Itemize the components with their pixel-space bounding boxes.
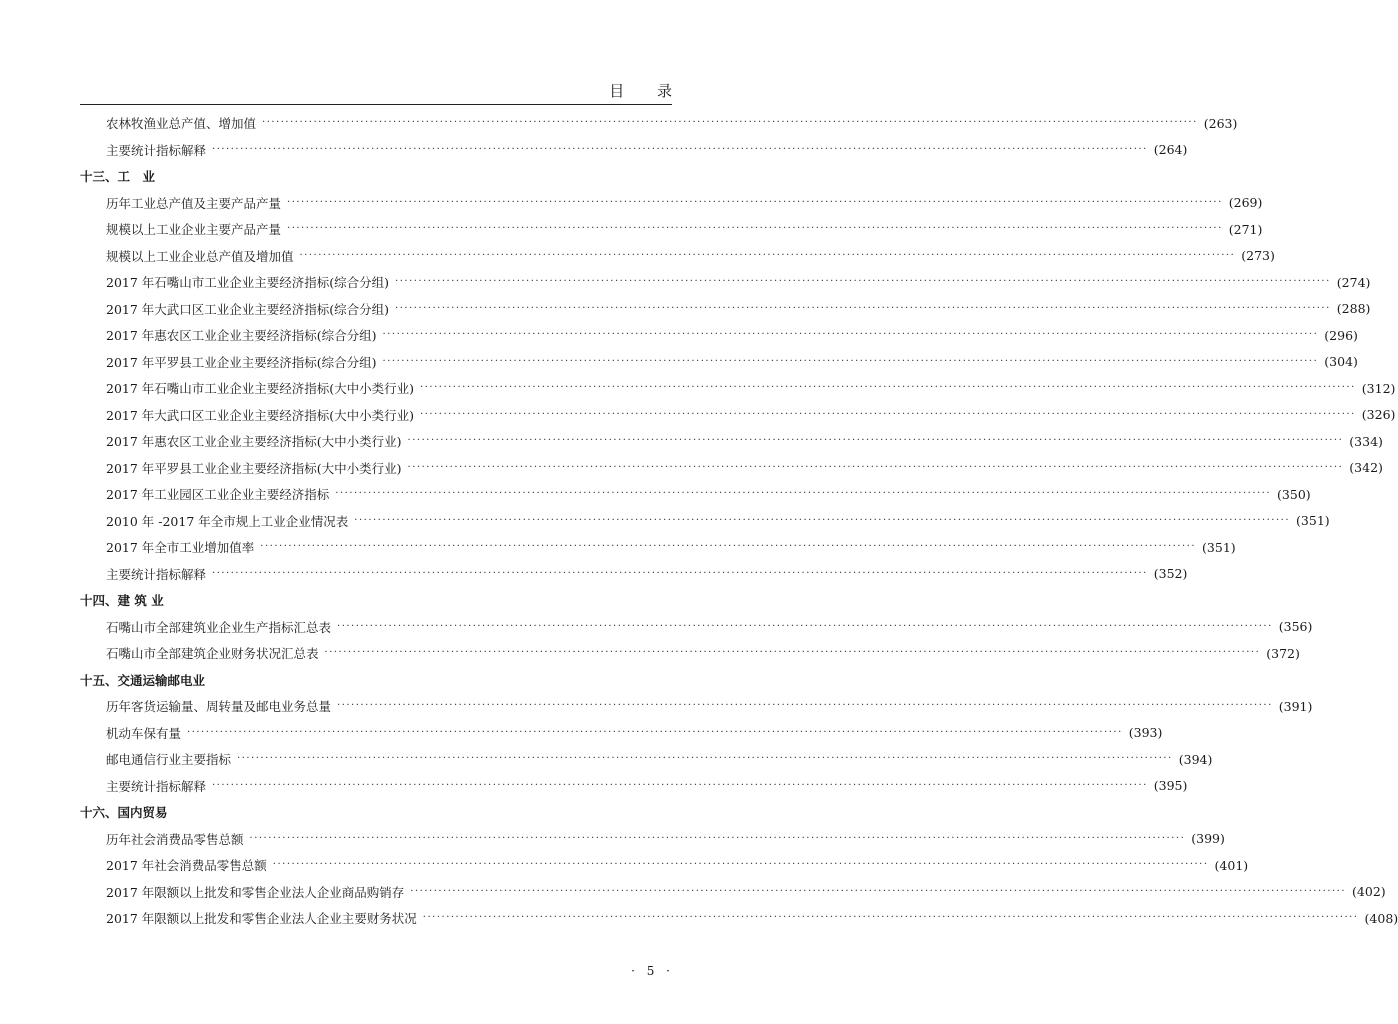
toc-page-number: (350) xyxy=(1277,486,1311,502)
dot-leader: ········································································································································································································ xyxy=(260,541,1197,552)
toc-page-number: (401) xyxy=(1214,857,1249,873)
toc-page-number: (395) xyxy=(1153,778,1188,794)
dot-leader: ········································································································································································································ xyxy=(354,514,1291,526)
toc-entry[interactable] xyxy=(80,216,1263,243)
toc-label: 2017 年石嘴山市工业企业主要经济指标(大中小类行业) xyxy=(106,381,415,397)
toc-page-number: (269) xyxy=(1228,195,1263,211)
toc-label: 主要统计指标解释 xyxy=(106,566,207,582)
toc-page-number: (342) xyxy=(1349,460,1383,476)
toc-entry[interactable] xyxy=(80,614,1313,641)
dot-leader: ········································································································································································································ xyxy=(212,143,1148,155)
dot-leader: ········································································································································································································ xyxy=(395,302,1331,314)
toc-label: 十五、交通运输邮电业 xyxy=(80,672,206,688)
toc-entry[interactable] xyxy=(80,110,1238,137)
dot-leader: ········································································································································································································ xyxy=(287,196,1223,208)
toc-label: 历年社会消费品零售总额 xyxy=(106,831,244,847)
toc-entry[interactable] xyxy=(80,137,1188,164)
toc-entry[interactable] xyxy=(80,879,1386,906)
dot-leader: ········································································································································································································ xyxy=(249,832,1186,844)
toc-label: 主要统计指标解释 xyxy=(106,142,207,158)
dot-leader: ········································································································································································································ xyxy=(299,249,1236,261)
toc-entry[interactable] xyxy=(80,746,1213,773)
dot-leader: ········································································································································································································ xyxy=(410,885,1347,897)
toc-page-number: (312) xyxy=(1361,380,1396,396)
toc-entry[interactable] xyxy=(80,826,1225,853)
dot-leader: ········································································································································································································ xyxy=(420,382,1356,393)
toc-page-number: (274) xyxy=(1336,274,1371,290)
toc-entry[interactable] xyxy=(80,322,1358,349)
toc-page-number: (334) xyxy=(1349,433,1383,449)
toc-entry[interactable] xyxy=(80,534,1236,561)
toc-label: 石嘴山市全部建筑业企业生产指标汇总表 xyxy=(106,619,332,635)
dot-leader: ········································································································································································································ xyxy=(337,700,1273,711)
toc-page-number: (394) xyxy=(1178,751,1213,767)
toc-label: 十三、工 业 xyxy=(80,169,156,185)
toc-entry[interactable] xyxy=(80,508,1330,535)
toc-page-number: (351) xyxy=(1202,539,1236,555)
toc-label: 2017 年大武口区工业企业主要经济指标(综合分组) xyxy=(106,301,390,317)
toc-entry[interactable] xyxy=(80,402,1396,429)
toc-page-number: (352) xyxy=(1153,566,1188,582)
toc-label: 2017 年全市工业增加值率 xyxy=(106,540,255,556)
toc-page-number: (399) xyxy=(1191,831,1225,847)
toc-label: 石嘴山市全部建筑企业财务状况汇总表 xyxy=(106,646,319,662)
table-of-contents xyxy=(80,110,1398,932)
dot-leader: ········································································································································································································ xyxy=(382,355,1319,367)
toc-label: 机动车保有量 xyxy=(106,725,182,741)
dot-leader: ········································································································································································································ xyxy=(272,859,1209,870)
toc-entry[interactable] xyxy=(80,720,1163,747)
toc-label: 历年客货运输量、周转量及邮电业务总量 xyxy=(106,699,332,715)
toc-page-number: (351) xyxy=(1296,513,1330,529)
dot-leader: ········································································································································································································ xyxy=(337,620,1273,632)
dot-leader: ········································································································································································································ xyxy=(324,647,1261,658)
toc-entry[interactable] xyxy=(80,481,1311,508)
toc-label: 2017 年惠农区工业企业主要经济指标(大中小类行业) xyxy=(106,434,402,450)
toc-section-heading xyxy=(80,587,672,614)
toc-page-number: (264) xyxy=(1153,142,1188,158)
dot-leader: ········································································································································································································ xyxy=(407,435,1344,446)
header-rule xyxy=(80,104,672,105)
toc-entry[interactable] xyxy=(80,693,1313,720)
dot-leader: ········································································································································································································ xyxy=(237,753,1173,764)
toc-entry[interactable] xyxy=(80,349,1358,376)
toc-entry[interactable] xyxy=(80,640,1300,667)
dot-leader: ········································································································································································································ xyxy=(395,276,1331,287)
dot-leader: ········································································································································································································ xyxy=(287,223,1223,234)
toc-label: 2017 年平罗县工业企业主要经济指标(综合分组) xyxy=(106,354,377,370)
toc-entry[interactable] xyxy=(80,561,1188,588)
toc-page-number: (402) xyxy=(1352,884,1386,900)
toc-section-heading xyxy=(80,667,672,694)
dot-leader: ········································································································································································································ xyxy=(212,779,1148,791)
toc-page-number: (263) xyxy=(1203,115,1238,131)
toc-page-number: (288) xyxy=(1336,301,1371,317)
toc-label: 农林牧渔业总产值、增加值 xyxy=(106,116,257,132)
toc-label: 主要统计指标解释 xyxy=(106,778,207,794)
toc-label: 历年工业总产值及主要产品产量 xyxy=(106,195,282,211)
dot-leader: ········································································································································································································ xyxy=(187,726,1123,738)
page-header xyxy=(80,80,686,102)
toc-label: 2017 年限额以上批发和零售企业法人企业商品购销存 xyxy=(106,884,405,900)
toc-label: 2010 年 -2017 年全市规上工业企业情况表 xyxy=(106,513,349,529)
toc-entry[interactable] xyxy=(80,269,1371,296)
toc-page-number: (356) xyxy=(1278,619,1313,635)
toc-label: 2017 年大武口区工业企业主要经济指标(大中小类行业) xyxy=(106,407,415,423)
toc-label: 2017 年社会消费品零售总额 xyxy=(106,858,267,874)
toc-label: 2017 年平罗县工业企业主要经济指标(大中小类行业) xyxy=(106,460,402,476)
toc-entry[interactable] xyxy=(80,296,1371,323)
toc-entry[interactable] xyxy=(80,190,1263,217)
page-number: · 5 · xyxy=(631,964,674,978)
toc-entry[interactable] xyxy=(80,852,1249,879)
toc-label: 2017 年工业园区工业企业主要经济指标 xyxy=(106,487,330,503)
toc-entry[interactable] xyxy=(80,428,1383,455)
toc-label: 邮电通信行业主要指标 xyxy=(106,752,232,768)
dot-leader: ········································································································································································································ xyxy=(407,461,1344,473)
dot-leader: ········································································································································································································ xyxy=(335,488,1272,499)
toc-page-number: (393) xyxy=(1128,725,1163,741)
toc-section-heading xyxy=(80,799,672,826)
toc-label: 十四、建 筑 业 xyxy=(80,593,164,609)
toc-label: 2017 年限额以上批发和零售企业法人企业主要财务状况 xyxy=(106,911,417,927)
toc-page-number: (326) xyxy=(1361,407,1396,423)
dot-leader: ········································································································································································································ xyxy=(262,117,1198,128)
toc-page-number: (408) xyxy=(1364,910,1398,926)
toc-entry[interactable] xyxy=(80,905,1398,932)
dot-leader: ········································································································································································································ xyxy=(382,329,1319,340)
toc-section-heading xyxy=(80,163,672,190)
toc-page-number: (296) xyxy=(1324,327,1358,343)
toc-entry[interactable] xyxy=(80,773,1188,800)
toc-label: 2017 年石嘴山市工业企业主要经济指标(综合分组) xyxy=(106,275,390,291)
dot-leader: ········································································································································································································ xyxy=(422,912,1359,923)
dot-leader: ········································································································································································································ xyxy=(420,408,1356,420)
toc-entry[interactable] xyxy=(80,375,1396,402)
toc-label: 十六、国内贸易 xyxy=(80,805,168,821)
toc-label: 规模以上工业企业总产值及增加值 xyxy=(106,248,294,264)
toc-page-number: (271) xyxy=(1228,221,1263,237)
toc-label: 2017 年惠农区工业企业主要经济指标(综合分组) xyxy=(106,328,377,344)
toc-label: 规模以上工业企业主要产品产量 xyxy=(106,222,282,238)
toc-page-number: (391) xyxy=(1278,698,1313,714)
toc-page-number: (273) xyxy=(1241,248,1275,264)
toc-page-number: (304) xyxy=(1324,354,1358,370)
dot-leader: ········································································································································································································ xyxy=(212,567,1148,579)
header-title: 目 录 xyxy=(609,82,686,100)
toc-entry[interactable] xyxy=(80,455,1383,482)
toc-entry[interactable] xyxy=(80,243,1275,270)
toc-page-number: (372) xyxy=(1266,645,1300,661)
